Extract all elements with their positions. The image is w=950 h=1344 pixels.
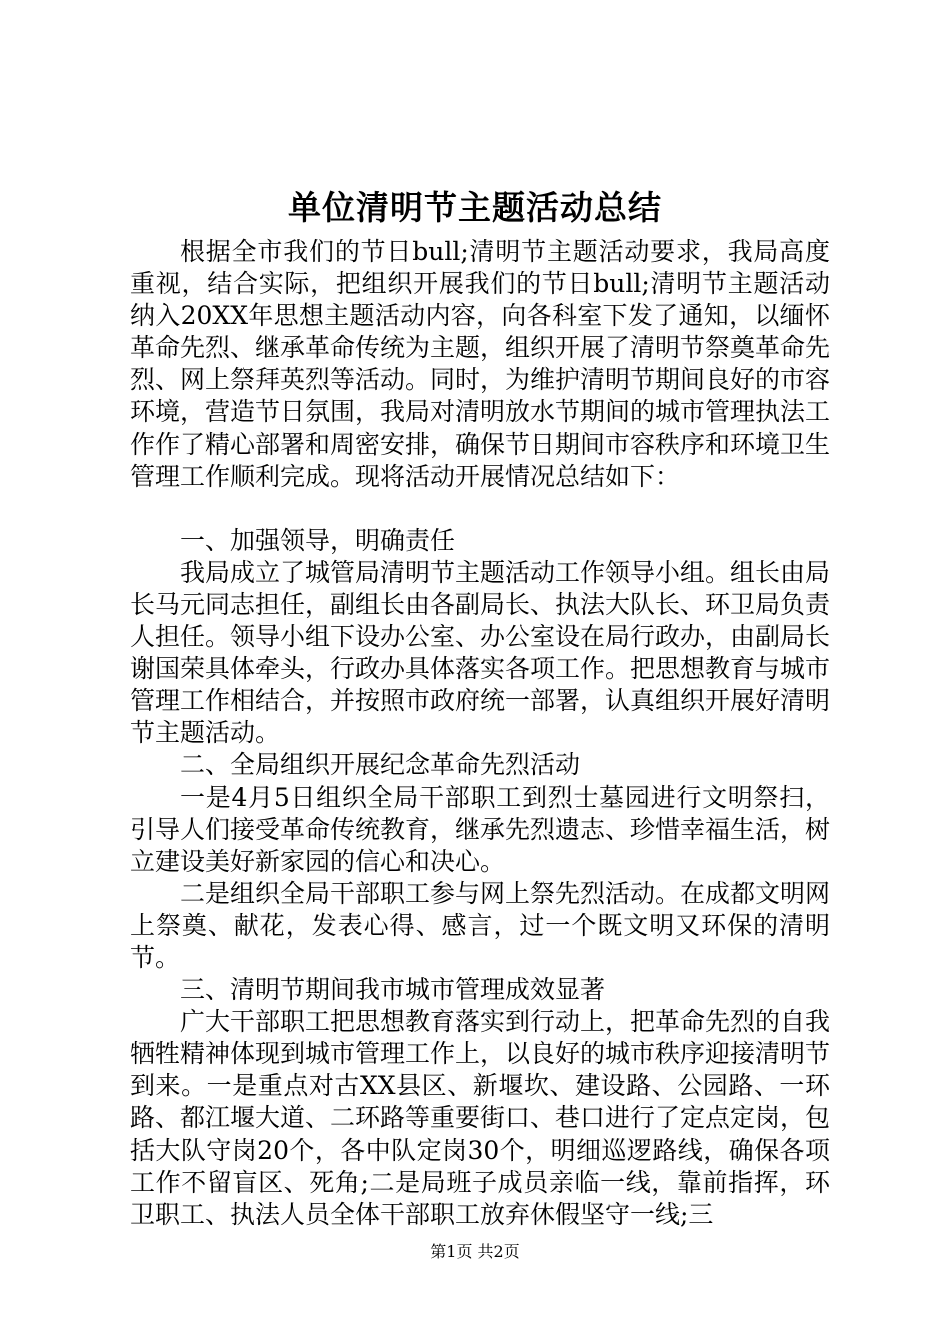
section-heading-3: 三、清明节期间我市城市管理成效显著 — [180, 975, 606, 1005]
document-body — [130, 236, 830, 1231]
intro-paragraph: 根据全市我们的节日bull;清明节主题活动要求，我局高度重视，结合实际，把组织开展我们的节日bull;清明节主题活动纳入20XX年思想主题活动内容，向各科室下发了通知，以缅怀革命先烈、继承革命传统为主题，组织开展了清明节祭奠革命先烈、网上祭拜英烈等活动。同时，为维护清明节期间良好的市容环境，营造节日氛围，我局对清明放水节期间的城市管理执法工作作了精心部署和周密安排，确保节日期间市容秩序和环境卫生管理工作顺利完成。现将活动开展情况总结如下： — [130, 237, 831, 491]
section-heading-1: 一、加强领导，明确责任 — [180, 525, 456, 555]
section-2-paragraph-1: 一是4月5日组织全局干部职工到烈士墓园进行文明祭扫，引导人们接受革命传统教育，继承先烈遗志、珍惜幸福生活，树立建设美好新家园的信心和决心。 — [130, 782, 831, 876]
section-3-paragraph: 广大干部职工把思想教育落实到行动上，把革命先烈的自我牺牲精神体现到城市管理工作上，以良好的城市秩序迎接清明节到来。一是重点对古XX县区、新堰坎、建设路、公园路、一环路、都江堰大道、二环路等重要街口、巷口进行了定点定岗，包括大队守岗20个，各中队定岗30个，明细巡逻路线，确保各项工作不留盲区、死角;二是局班子成员亲临一线，靠前指挥，环卫职工、执法人员全体干部职工放弃休假坚守一线;三 — [130, 1007, 831, 1229]
section-2-paragraph-2: 二是组织全局干部职工参与网上祭先烈活动。在成都文明网上祭奠、献花，发表心得、感言，过一个既文明又环保的清明节。 — [130, 878, 831, 972]
section-heading-2: 二、全局组织开展纪念革命先烈活动 — [180, 750, 581, 780]
page-footer: 第1页 共2页 — [430, 1242, 520, 1261]
section-1-paragraph: 我局成立了城管局清明节主题活动工作领导小组。组长由局长马元同志担任，副组长由各副局长、执法大队长、环卫局负责人担任。领导小组下设办公室、办公室设在局行政办，由副局长谢国荣具体牵头，行政办具体落实各项工作。把思想教育与城市管理工作相结合，并按照市政府统一部署，认真组织开展好清明节主题活动。 — [130, 557, 831, 748]
document-title: 单位清明节主题活动总结 — [288, 188, 662, 227]
